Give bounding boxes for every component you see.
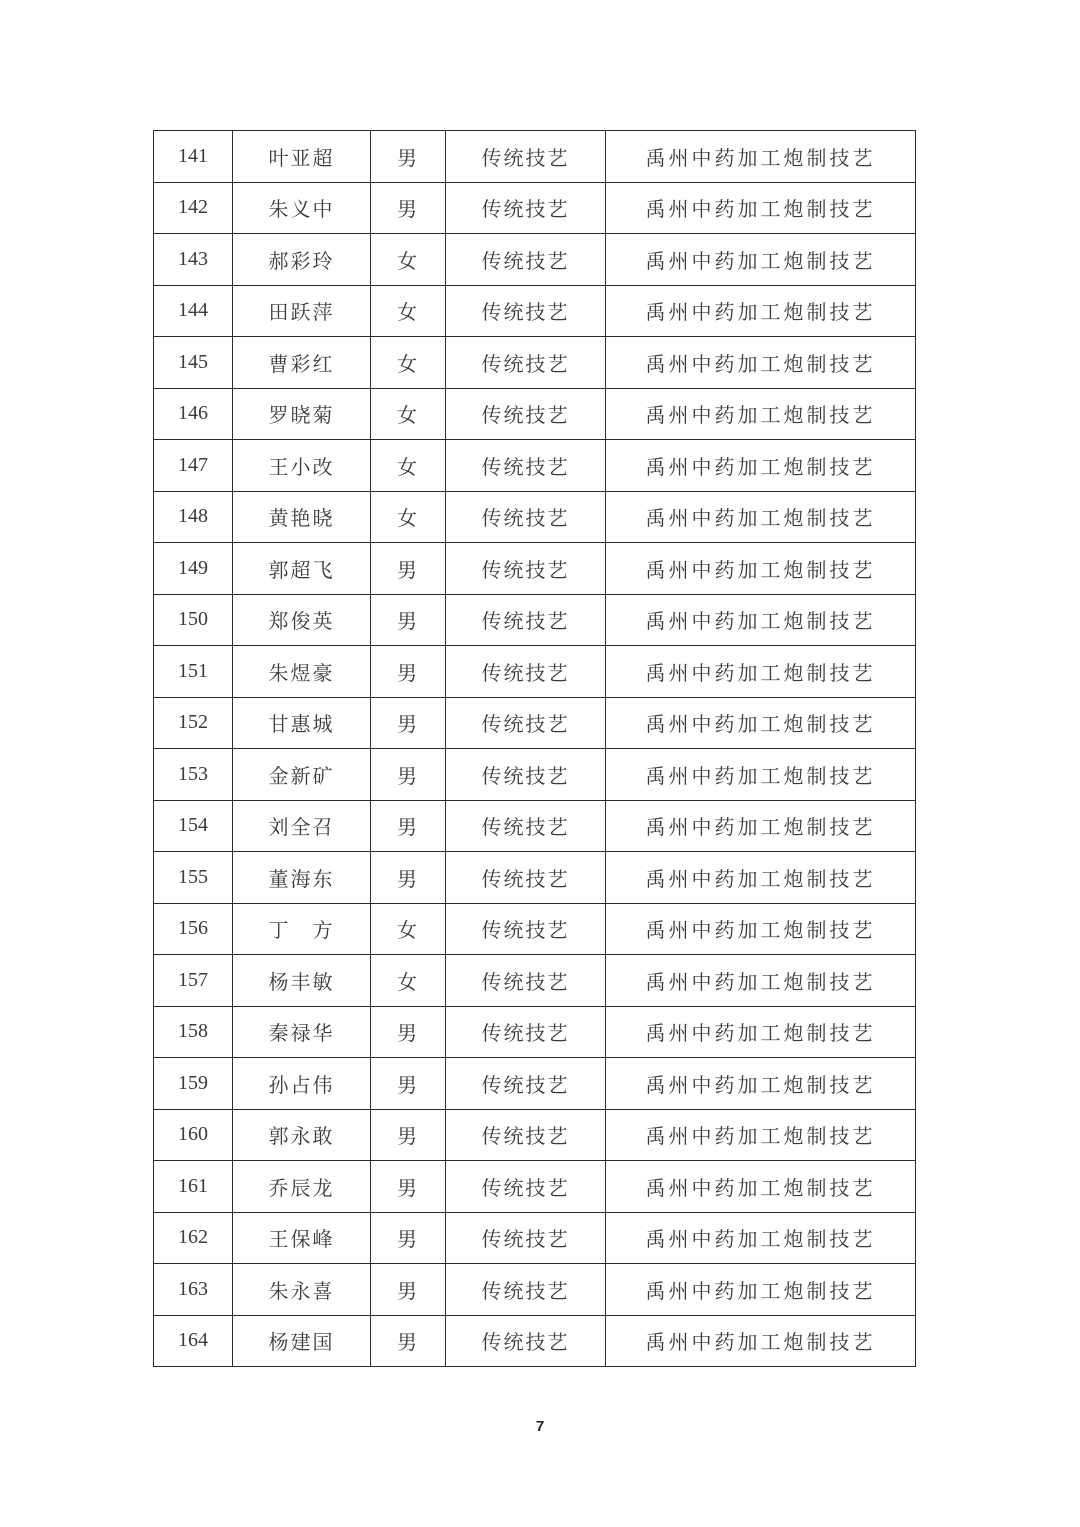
cell-gender: 男 (371, 697, 446, 749)
cell-name: 郭超飞 (233, 543, 371, 595)
cell-project: 禹州中药加工炮制技艺 (606, 1212, 916, 1264)
cell-number: 142 (154, 182, 233, 234)
cell-number: 147 (154, 440, 233, 492)
cell-gender: 男 (371, 1315, 446, 1367)
cell-category: 传统技艺 (446, 800, 606, 852)
cell-category: 传统技艺 (446, 852, 606, 904)
page-number: 7 (535, 1418, 545, 1435)
cell-name: 朱义中 (233, 182, 371, 234)
table-row (154, 1212, 916, 1264)
cell-project: 禹州中药加工炮制技艺 (606, 1109, 916, 1161)
cell-project: 禹州中药加工炮制技艺 (606, 594, 916, 646)
cell-number: 157 (154, 955, 233, 1007)
cell-gender: 男 (371, 1109, 446, 1161)
inheritor-table (153, 130, 916, 1367)
table-row (154, 852, 916, 904)
cell-number: 162 (154, 1212, 233, 1264)
cell-project: 禹州中药加工炮制技艺 (606, 182, 916, 234)
cell-gender: 女 (371, 337, 446, 389)
cell-project: 禹州中药加工炮制技艺 (606, 1161, 916, 1213)
cell-project: 禹州中药加工炮制技艺 (606, 852, 916, 904)
cell-name: 王小改 (233, 440, 371, 492)
cell-gender: 男 (371, 543, 446, 595)
cell-gender: 男 (371, 1264, 446, 1316)
table-row (154, 543, 916, 595)
cell-category: 传统技艺 (446, 1212, 606, 1264)
cell-number: 155 (154, 852, 233, 904)
cell-number: 151 (154, 646, 233, 698)
cell-category: 传统技艺 (446, 182, 606, 234)
table-row (154, 337, 916, 389)
cell-name: 刘全召 (233, 800, 371, 852)
table-row (154, 749, 916, 801)
cell-category: 传统技艺 (446, 491, 606, 543)
cell-gender: 男 (371, 852, 446, 904)
cell-category: 传统技艺 (446, 697, 606, 749)
cell-name: 叶亚超 (233, 131, 371, 183)
cell-name: 甘惠城 (233, 697, 371, 749)
table-row (154, 1109, 916, 1161)
table-row (154, 491, 916, 543)
table-row (154, 1315, 916, 1367)
table-row (154, 800, 916, 852)
cell-name: 郝彩玲 (233, 234, 371, 286)
table-row (154, 1264, 916, 1316)
cell-name: 孙占伟 (233, 1058, 371, 1110)
cell-category: 传统技艺 (446, 234, 606, 286)
table-row (154, 1161, 916, 1213)
cell-name: 乔辰龙 (233, 1161, 371, 1213)
cell-name: 董海东 (233, 852, 371, 904)
cell-gender: 男 (371, 1006, 446, 1058)
cell-number: 143 (154, 234, 233, 286)
cell-name: 黄艳晓 (233, 491, 371, 543)
cell-number: 149 (154, 543, 233, 595)
table-row (154, 388, 916, 440)
cell-gender: 男 (371, 1212, 446, 1264)
cell-number: 154 (154, 800, 233, 852)
table-row (154, 285, 916, 337)
cell-category: 传统技艺 (446, 543, 606, 595)
cell-category: 传统技艺 (446, 131, 606, 183)
cell-category: 传统技艺 (446, 388, 606, 440)
cell-name: 杨建国 (233, 1315, 371, 1367)
cell-category: 传统技艺 (446, 646, 606, 698)
cell-number: 164 (154, 1315, 233, 1367)
cell-project: 禹州中药加工炮制技艺 (606, 234, 916, 286)
cell-name: 秦禄华 (233, 1006, 371, 1058)
cell-category: 传统技艺 (446, 1006, 606, 1058)
cell-gender: 男 (371, 749, 446, 801)
cell-gender: 男 (371, 800, 446, 852)
cell-category: 传统技艺 (446, 1058, 606, 1110)
cell-project: 禹州中药加工炮制技艺 (606, 388, 916, 440)
cell-gender: 男 (371, 182, 446, 234)
cell-project: 禹州中药加工炮制技艺 (606, 697, 916, 749)
cell-number: 150 (154, 594, 233, 646)
cell-gender: 男 (371, 1058, 446, 1110)
cell-project: 禹州中药加工炮制技艺 (606, 903, 916, 955)
cell-gender: 男 (371, 646, 446, 698)
cell-number: 146 (154, 388, 233, 440)
table-row (154, 697, 916, 749)
cell-gender: 女 (371, 491, 446, 543)
cell-project: 禹州中药加工炮制技艺 (606, 440, 916, 492)
table-row (154, 131, 916, 183)
cell-gender: 女 (371, 440, 446, 492)
cell-project: 禹州中药加工炮制技艺 (606, 337, 916, 389)
cell-category: 传统技艺 (446, 285, 606, 337)
cell-name: 朱永喜 (233, 1264, 371, 1316)
cell-project: 禹州中药加工炮制技艺 (606, 131, 916, 183)
cell-name: 曹彩红 (233, 337, 371, 389)
cell-name: 朱煜豪 (233, 646, 371, 698)
cell-category: 传统技艺 (446, 1315, 606, 1367)
cell-gender: 女 (371, 285, 446, 337)
cell-gender: 女 (371, 388, 446, 440)
cell-number: 163 (154, 1264, 233, 1316)
cell-name: 田跃萍 (233, 285, 371, 337)
cell-name: 罗晓菊 (233, 388, 371, 440)
cell-name: 丁 方 (233, 903, 371, 955)
cell-category: 传统技艺 (446, 1161, 606, 1213)
cell-project: 禹州中药加工炮制技艺 (606, 543, 916, 595)
cell-name: 王保峰 (233, 1212, 371, 1264)
table-row (154, 646, 916, 698)
cell-category: 传统技艺 (446, 749, 606, 801)
cell-number: 156 (154, 903, 233, 955)
cell-category: 传统技艺 (446, 337, 606, 389)
table-row (154, 440, 916, 492)
cell-name: 郭永敢 (233, 1109, 371, 1161)
cell-number: 144 (154, 285, 233, 337)
table-body (154, 131, 916, 1367)
cell-number: 159 (154, 1058, 233, 1110)
cell-category: 传统技艺 (446, 955, 606, 1007)
cell-gender: 男 (371, 594, 446, 646)
cell-name: 杨丰敏 (233, 955, 371, 1007)
cell-project: 禹州中药加工炮制技艺 (606, 646, 916, 698)
cell-number: 145 (154, 337, 233, 389)
cell-number: 158 (154, 1006, 233, 1058)
cell-number: 141 (154, 131, 233, 183)
cell-gender: 男 (371, 131, 446, 183)
cell-project: 禹州中药加工炮制技艺 (606, 955, 916, 1007)
cell-project: 禹州中药加工炮制技艺 (606, 1058, 916, 1110)
table-row (154, 234, 916, 286)
cell-number: 160 (154, 1109, 233, 1161)
table-row (154, 1006, 916, 1058)
table-row (154, 1058, 916, 1110)
table-row (154, 903, 916, 955)
table-row (154, 594, 916, 646)
cell-number: 148 (154, 491, 233, 543)
cell-gender: 女 (371, 955, 446, 1007)
cell-project: 禹州中药加工炮制技艺 (606, 749, 916, 801)
cell-category: 传统技艺 (446, 1264, 606, 1316)
cell-gender: 女 (371, 903, 446, 955)
cell-project: 禹州中药加工炮制技艺 (606, 491, 916, 543)
cell-category: 传统技艺 (446, 440, 606, 492)
cell-number: 161 (154, 1161, 233, 1213)
cell-number: 152 (154, 697, 233, 749)
cell-category: 传统技艺 (446, 594, 606, 646)
cell-gender: 女 (371, 234, 446, 286)
table-row (154, 955, 916, 1007)
cell-project: 禹州中药加工炮制技艺 (606, 285, 916, 337)
cell-number: 153 (154, 749, 233, 801)
cell-project: 禹州中药加工炮制技艺 (606, 1006, 916, 1058)
cell-project: 禹州中药加工炮制技艺 (606, 1264, 916, 1316)
cell-project: 禹州中药加工炮制技艺 (606, 800, 916, 852)
cell-category: 传统技艺 (446, 903, 606, 955)
cell-category: 传统技艺 (446, 1109, 606, 1161)
cell-name: 郑俊英 (233, 594, 371, 646)
cell-name: 金新矿 (233, 749, 371, 801)
cell-gender: 男 (371, 1161, 446, 1213)
cell-project: 禹州中药加工炮制技艺 (606, 1315, 916, 1367)
table-row (154, 182, 916, 234)
